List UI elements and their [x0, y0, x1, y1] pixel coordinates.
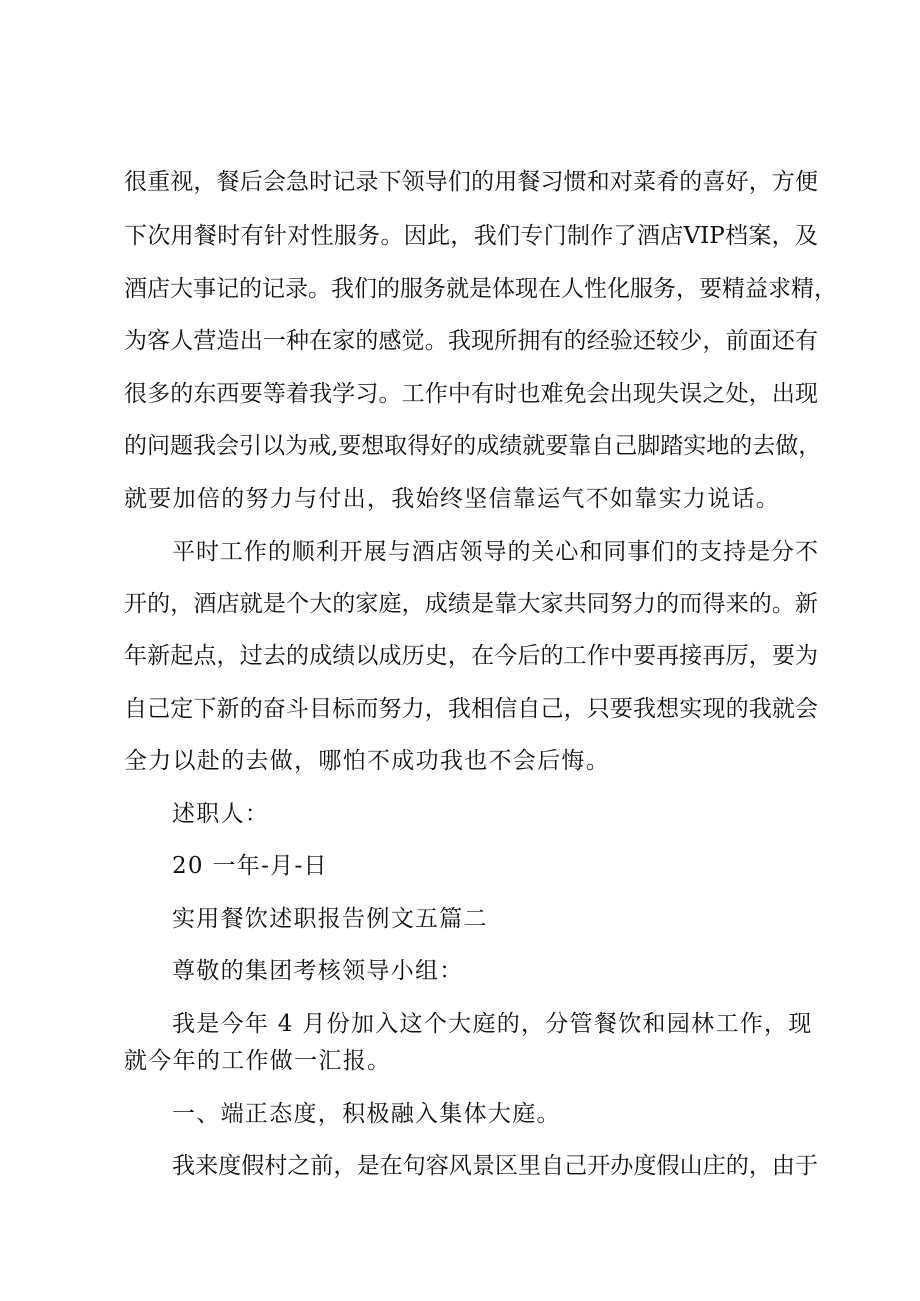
salutation: 尊敬的集团考核领导小组：: [172, 958, 464, 984]
body-text-line: 开的，酒店就是个大的家庭，成绩是靠大家共同努力的而得来的。新: [124, 591, 818, 617]
body-text-line: 自己定下新的奋斗目标而努力，我相信自己，只要我想实现的我就会: [124, 696, 818, 722]
body-text-line: 的问题我会引以为戒,要想取得好的成绩就要靠自己脚踏实地的去做，: [124, 433, 822, 459]
body-text-line: 很重视，餐后会急时记录下领导们的用餐习惯和对菜肴的喜好，方便: [124, 169, 818, 195]
section-heading: 一、端正态度，积极融入集体大庭。: [172, 1101, 561, 1127]
signatory-label: 述职人：: [172, 801, 270, 827]
body-text-line: 我来度假村之前，是在句容风景区里自己开办度假山庄的，由于: [172, 1153, 818, 1179]
date-line: 20 一年-月-日: [172, 853, 328, 879]
body-text-line: 就今年的工作做一汇报。: [124, 1048, 392, 1074]
body-text-line: 平时工作的顺利开展与酒店领导的关心和同事们的支持是分不: [172, 539, 818, 565]
body-text-line: 全力以赴的去做，哪怕不成功我也不会后悔。: [124, 748, 610, 774]
body-text-line: 为客人营造出一种在家的感觉。我现所拥有的经验还较少，前面还有: [124, 328, 818, 354]
body-text-line: 很多的东西要等着我学习。工作中有时也难免会出现失误之处，出现: [124, 381, 818, 407]
section-title: 实用餐饮述职报告例文五篇二: [172, 906, 488, 932]
body-text-line: 酒店大事记的记录。我们的服务就是体现在人性化服务，要精益求精，: [124, 276, 837, 302]
body-text-line: 年新起点，过去的成绩以成历史，在今后的工作中要再接再厉，要为: [124, 643, 818, 669]
body-text-line: 就要加倍的努力与付出，我始终坚信靠运气不如靠实力说话。: [124, 486, 781, 512]
body-text-line: 我是今年 4 月份加入这个大庭的，分管餐饮和园林工作，现: [172, 1011, 813, 1037]
body-text-line: 下次用餐时有针对性服务。因此，我们专门制作了酒店VIP档案，及: [124, 223, 818, 249]
